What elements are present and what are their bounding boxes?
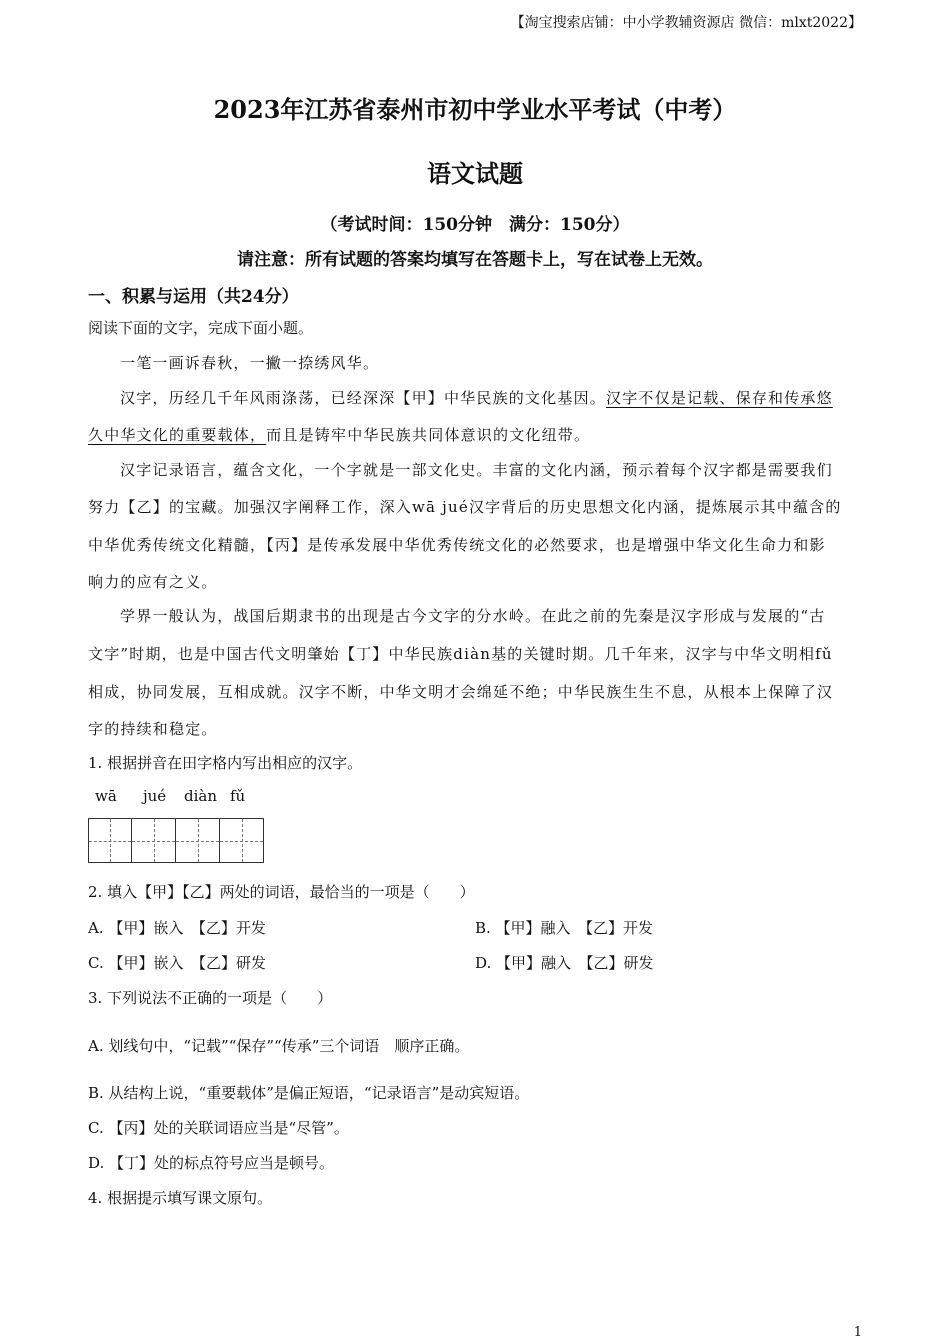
passage-paragraph-4-line-1: 学界一般认为，战国后期隶书的出现是古今文字的分水岭。在此之前的先秦是汉字形成与发展的“古: [120, 607, 826, 625]
reading-instruction: 阅读下面的文字，完成下面小题。: [88, 319, 314, 337]
q3-option-d[interactable]: D. 【丁】处的标点符号应当是顿号。: [88, 1154, 335, 1172]
tianzige-cell[interactable]: [88, 818, 132, 863]
pinyin-label: diàn: [184, 787, 218, 805]
q2-option-c[interactable]: C. 【甲】嵌入 【乙】研发: [88, 954, 266, 972]
passage-text: 而且是铸牢中华民族共同体意识的文化纽带。: [266, 426, 591, 444]
q3-option-b[interactable]: B. 从结构上说，“重要载体”是偏正短语，“记录语言”是动宾短语。: [88, 1084, 530, 1102]
passage-text: 汉字，历经几千年风雨涤荡，已经深深【甲】中华民族的文化基因。: [120, 389, 607, 407]
passage-paragraph-3-line-1: 汉字记录语言，蕴含文化，一个字就是一部文化史。丰富的文化内涵，预示着每个汉字都是需要我们: [120, 461, 833, 479]
pinyin-label: jué: [143, 787, 167, 805]
section-heading: 一、积累与运用（共24分）: [88, 287, 299, 307]
pinyin-label: fǔ: [230, 787, 246, 805]
passage-paragraph-4-line-3: 相成，协同发展，互相成就。汉字不断，中华文明才会绵延不绝；中华民族生生不息，从根本上保障了汉: [88, 683, 834, 701]
passage-paragraph-4-line-2: 文字”时期，也是中国古代文明肇始【丁】中华民族diàn基的关键时期。几千年来，汉字与中华文明相fǔ: [88, 645, 833, 663]
passage-paragraph-2-line-1: [120, 387, 833, 408]
passage-paragraph-3-line-3: 中华优秀传统文化精髓，【丙】是传承发展中华优秀传统文化的必然要求，也是增强中华文化生命力和影: [88, 536, 826, 554]
passage-paragraph-3-line-4: 响力的应有之义。: [88, 573, 218, 591]
q3-option-a[interactable]: A. 划线句中，“记载”“保存”“传承”三个词语 顺序正确。: [88, 1037, 470, 1055]
exam-title: 2023年江苏省泰州市初中学业水平考试（中考）: [213, 95, 737, 124]
pinyin-label: wā: [95, 787, 117, 805]
page-number: 1: [853, 1325, 862, 1340]
question-4: 4. 根据提示填写课文原句。: [88, 1189, 273, 1207]
tianzige-cell[interactable]: [176, 818, 220, 863]
exam-notice: 请注意：所有试题的答案均填写在答题卡上，写在试卷上无效。: [237, 250, 713, 270]
q3-option-c[interactable]: C. 【丙】处的关联词语应当是“尽管”。: [88, 1119, 349, 1137]
q2-option-b[interactable]: B. 【甲】融入 【乙】开发: [475, 919, 654, 937]
exam-subtitle: 语文试题: [427, 159, 523, 188]
question-3: 3. 下列说法不正确的一项是（ ）: [88, 989, 333, 1007]
tianzige-cell[interactable]: [220, 818, 264, 863]
underlined-sentence: 汉字不仅是记载、保存和传承悠: [606, 389, 833, 407]
question-1: 1. 根据拼音在田字格内写出相应的汉字。: [88, 754, 363, 772]
passage-paragraph-1: 一笔一画诉春秋，一撇一捺绣风华。: [120, 354, 380, 372]
question-2: 2. 填入【甲】【乙】两处的词语，最恰当的一项是（ ）: [88, 883, 475, 901]
passage-paragraph-4-line-4: 字的持续和稳定。: [88, 720, 218, 738]
tianzige-grid: [88, 818, 264, 863]
tianzige-cell[interactable]: [132, 818, 176, 863]
passage-paragraph-3-line-2: 努力【乙】的宝藏。加强汉字阐释工作，深入wā jué汉字背后的历史思想文化内涵，提炼展示其中蕴含的: [88, 498, 842, 516]
header-note: 【淘宝搜索店铺：中小学教辅资源店 微信：mlxt2022】: [510, 15, 862, 31]
exam-info: （考试时间：150分钟 满分：150分）: [320, 215, 630, 235]
underlined-sentence: 久中华文化的重要载体，: [88, 426, 267, 444]
q2-option-a[interactable]: A. 【甲】嵌入 【乙】开发: [88, 919, 266, 937]
passage-paragraph-2-line-2: [88, 424, 590, 445]
q2-option-d[interactable]: D. 【甲】融入 【乙】研发: [475, 954, 654, 972]
